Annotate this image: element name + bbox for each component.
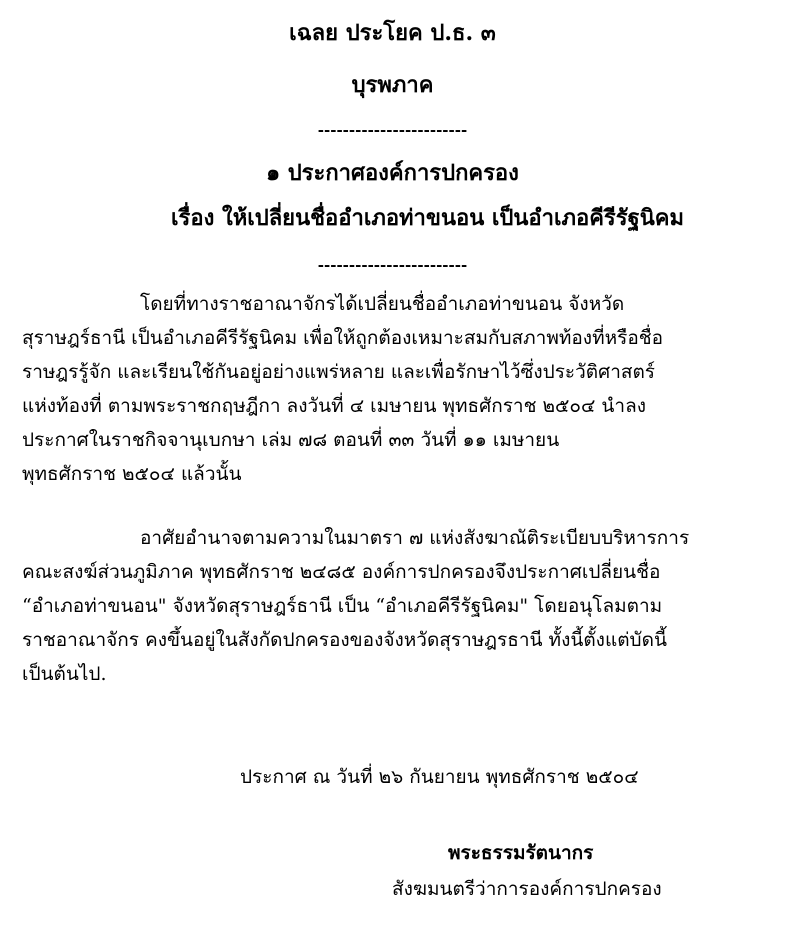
paragraph-2 bbox=[22, 521, 764, 691]
paragraph-1-line: โดยที่ทางราชอาณาจักรได้เปลี่ยนชื่ออำเภอท่าขนอน จังหวัด bbox=[140, 293, 625, 315]
announcement-subject: เรื่อง ให้เปลี่ยนชื่ออำเภอท่าขนอน เป็นอำเภอคีรีรัฐนิคม bbox=[171, 205, 684, 231]
paragraph-1-line: แห่งท้องที่ ตามพระราชกฤษฎีกา ลงวันที่ ๔ เมษายน พุทธศักราช ๒๕๐๔ นำลง bbox=[22, 395, 647, 417]
document-title: เฉลย ประโยค ป.ธ. ๓ bbox=[289, 20, 496, 46]
announcement-dateline: ประกาศ ณ วันที่ ๒๖ กันยายน พุทธศักราช ๒๕๐๔ bbox=[240, 766, 639, 788]
divider-bottom: ------------------------ bbox=[317, 256, 468, 274]
signer-title: สังฆมนตรีว่าการองค์การปกครอง bbox=[392, 878, 662, 900]
paragraph-2-line: เป็นต้นไป. bbox=[22, 663, 107, 685]
paragraph-1-line: ราษฎรรู้จัก และเรียนใช้กันอยู่อย่างแพร่หลาย และเพื่อรักษาไว้ซึ่งประวัติศาสตร์ bbox=[22, 361, 656, 383]
paragraph-2-line: คณะสงฆ์ส่วนภูมิภาค พุทธศักราช ๒๔๘๕ องค์การปกครองจึงประกาศเปลี่ยนชื่อ bbox=[22, 561, 661, 583]
announcement-heading: ๑ ประกาศองค์การปกครอง bbox=[266, 160, 519, 186]
paragraph-1-line: ประกาศในราชกิจจานุเบกษา เล่ม ๗๘ ตอนที่ ๓๓ วันที่ ๑๑ เมษายน bbox=[22, 429, 560, 451]
paragraph-2-line: อาศัยอำนาจตามความในมาตรา ๗ แห่งสังฆาณัติระเบียบบริหารการ bbox=[140, 527, 690, 549]
paragraph-2-line: ราชอาณาจักร คงขึ้นอยู่ในสังกัดปกครองของจังหวัดสุราษฎรธานี ทั้งนี้ตั้งแต่บัดนี้ bbox=[22, 629, 667, 651]
paragraph-1-line: พุทธศักราช ๒๕๐๔ แล้วนั้น bbox=[22, 463, 242, 485]
paragraph-2-line: “อำเภอท่าขนอน" จังหวัดสุราษฎร์ธานี เป็น “อำเภอคีรีรัฐนิคม" โดยอนุโลมตาม bbox=[22, 595, 663, 617]
signer-name: พระธรรมรัตนากร bbox=[448, 842, 594, 864]
document-subtitle: บุรพภาค bbox=[351, 72, 434, 98]
paragraph-1 bbox=[22, 287, 764, 491]
divider-top: ------------------------ bbox=[317, 121, 468, 139]
paragraph-1-line: สุราษฎร์ธานี เป็นอำเภอคีรีรัฐนิคม เพื่อให้ถูกต้องเหมาะสมกับสภาพท้องที่หรือชื่อ bbox=[22, 327, 664, 349]
